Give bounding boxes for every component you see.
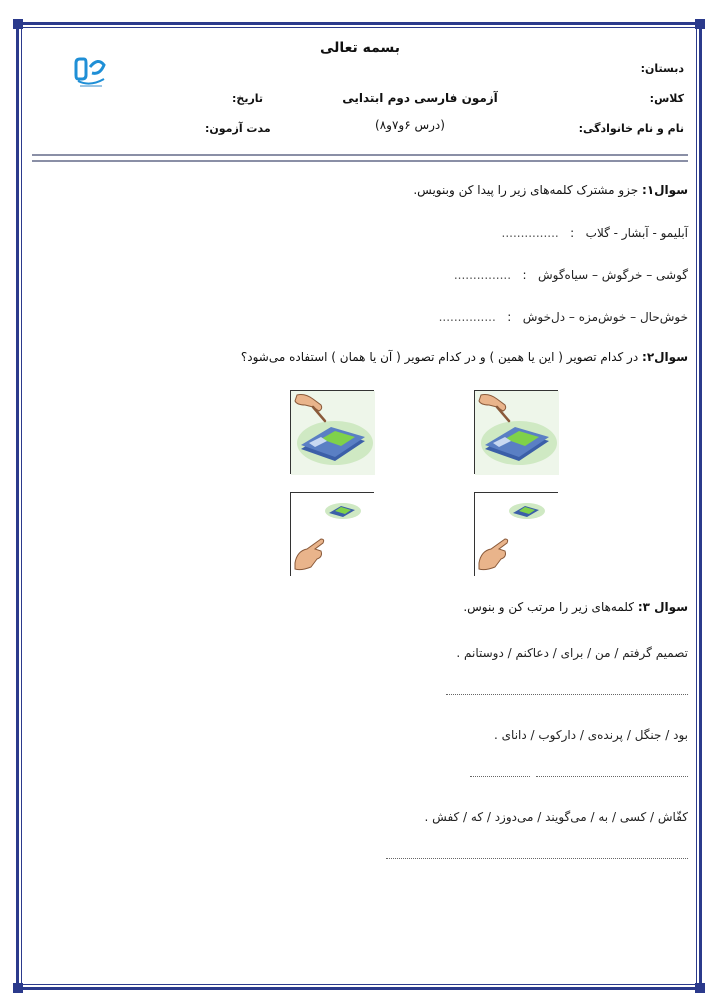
border-corner — [695, 983, 705, 993]
q1-row-words: خوش‌حال – خوش‌مزه – دل‌خوش — [522, 310, 688, 324]
q1-row-separator: : — [522, 268, 527, 282]
lesson-range: (درس ۶و۷و۸) — [375, 118, 445, 132]
question-2 — [241, 350, 688, 364]
picture-near-book — [290, 390, 374, 474]
q1-row-separator: : — [570, 226, 575, 240]
q1-row-blank: ............... — [438, 310, 496, 324]
q1-row-blank: ............... — [453, 268, 512, 282]
q3-row: کفّاش / کسی / به / می‌گویند / می‌دوزد / که / کفش . — [424, 810, 688, 824]
question-1-text: جزو مشترک کلمه‌های زیر را پیدا کن وبنویس. — [413, 183, 639, 197]
question-3-label: سوال ۳: — [637, 600, 688, 614]
header-divider — [32, 154, 688, 162]
question-3 — [463, 600, 688, 614]
publisher-logo — [70, 55, 110, 91]
question-1 — [413, 183, 688, 197]
page-title: بسمه تعالی — [319, 40, 401, 56]
q1-row-separator: : — [507, 310, 512, 324]
date-label: تاریخ: — [232, 92, 264, 105]
answer-line[interactable] — [536, 776, 688, 777]
border-corner — [13, 19, 23, 29]
answer-line[interactable] — [386, 858, 688, 859]
q1-row — [454, 268, 688, 282]
exam-title: آزمون فارسی دوم ابتدایی — [342, 91, 498, 105]
q3-row: تصمیم گرفتم / من / برای / دعاکنم / دوستانم . — [456, 646, 688, 660]
class-label: کلاس: — [649, 92, 684, 105]
question-2-label: سوال۲: — [642, 350, 688, 364]
question-2-text: در کدام تصویر ( این یا همین ) و در کدام تصویر ( آن یا همان ) استفاده می‌شود؟ — [240, 350, 639, 364]
q1-row — [439, 310, 688, 324]
border-corner — [695, 19, 705, 29]
duration-label: مدت آزمون: — [205, 122, 271, 135]
answer-line[interactable] — [470, 776, 530, 777]
school-label: دبستان: — [640, 62, 684, 75]
answer-line[interactable] — [446, 694, 688, 695]
q1-row-words: گوشی – خرگوش – سیاه‌گوش — [537, 268, 688, 282]
question-1-label: سوال۱: — [642, 183, 688, 197]
q1-row-words: آبلیمو - آبشار - گلاب — [585, 226, 688, 240]
picture-near-book — [474, 390, 558, 474]
question-3-text: کلمه‌های زیر را مرتب کن و بنوس. — [463, 600, 634, 614]
q1-row — [502, 226, 689, 240]
picture-far-book — [474, 492, 558, 576]
picture-far-book — [290, 492, 374, 576]
name-label: نام و نام خانوادگی: — [578, 122, 684, 135]
q3-row: بود / جنگل / پرنده‌ی / دارکوب / دانای . — [494, 728, 688, 742]
border-corner — [13, 983, 23, 993]
q1-row-blank: ............... — [501, 226, 559, 240]
